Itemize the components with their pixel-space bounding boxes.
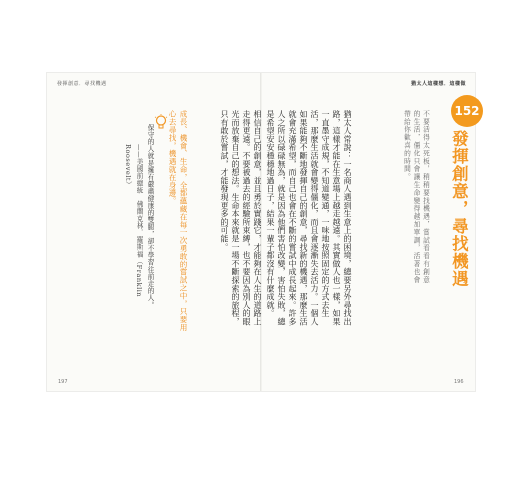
lightbulb-icon: [154, 114, 168, 132]
right-running-header: 猶太人這樣想．這樣做: [411, 81, 467, 87]
highlighted-paragraph: 成長、機會、生命，全都蘊藏在每一次勇敢的嘗試之中，只要用心去尋找，機遇就在身邊。: [168, 110, 188, 332]
intro-quote: 不要活得太死板，稍稍要找機遇，嘗試看看有創意的生活，僵化只會讓生命變得越加單調，活著也會帶給你歡喜的時間。: [402, 110, 430, 284]
section-number-badge: 152: [451, 95, 483, 127]
quote-text: 保守的人就是擁有嚴肅健康的雙腿，卻不學習往前走的人。: [146, 124, 154, 309]
left-page-body: 相信自己的創意，並且勇於實踐它，才能夠在人生的道路上走得更遠。不要被過去的經驗所束縛，也不要因為別人的眼光而放棄自己的想法。生命本來就是一場不斷探索的旅程，只有敢於嘗試，才能發現更多的可能。: [220, 110, 262, 326]
left-page-number: 197: [58, 379, 68, 385]
right-page-number: 196: [454, 379, 464, 385]
left-running-header: 發揮創意．尋找機遇: [57, 81, 107, 87]
section-title: 發揮創意，尋找機遇: [449, 130, 469, 288]
right-page-body: 猶太人常說：一名商人遇到生意上的困境，總要另外尋找出路，這樣才能在生意場上越走越遠。其實做人也一樣，如果一直墨守成規，不知道變通，一味地按照固定的方式去生活，那麼生活就會變得僵化，而且會逐漸失去活力。一個人如果能夠不斷地發揮自己的創意，尋找新的機遇，那麼生活就會充滿希望，而自己也會在不斷的嘗試中成長起來。許多人之所以碌碌無為，就是因為他們害怕改變，害怕失敗，總是希望安安穩穩地過日子，結果一輩子都沒有什麼成就。: [266, 110, 352, 326]
quote-attribution: ——美國前總統 佛蘭克林．羅斯福（Franklin Roosevelt）: [124, 144, 143, 298]
famous-quote: [122, 124, 155, 340]
